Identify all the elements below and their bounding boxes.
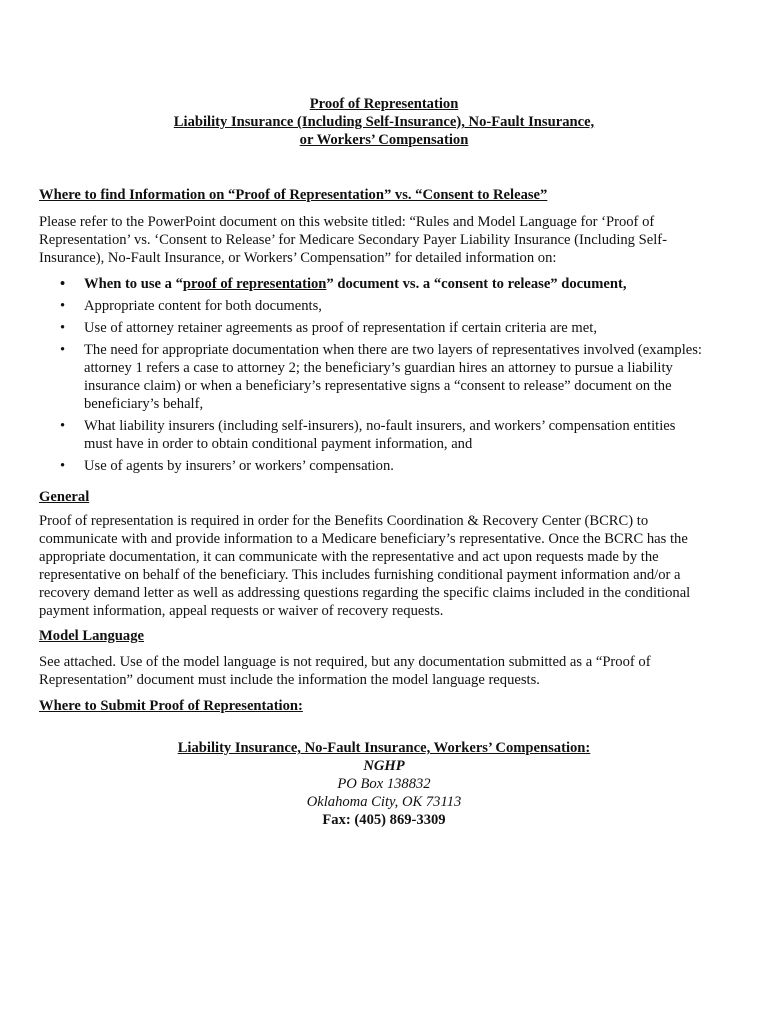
bullet-icon: •	[60, 458, 66, 474]
bullet-icon: •	[60, 342, 66, 358]
general-paragraph	[39, 512, 731, 620]
list-item	[0, 417, 744, 453]
bullet-text: must have in order to obtain conditional payment information, and	[84, 436, 473, 452]
submission-subheading: Liability Insurance, No-Fault Insurance, Workers’ Compensation:	[177, 740, 591, 756]
bullet-icon: •	[60, 298, 66, 314]
list-item	[0, 297, 744, 315]
paragraph-line: Proof of representation is required in order for the Benefits Coordination & Recovery Center (BCRC) to	[39, 513, 649, 529]
bullet-text: beneficiary’s behalf,	[84, 396, 204, 412]
bullet-text: The need for appropriate documentation when there are two layers of representatives involved (examples:	[84, 342, 702, 358]
document-title	[0, 95, 768, 149]
paragraph-line: Representation” document must include the information the model language requests.	[39, 672, 540, 688]
title-line-2: Liability Insurance (Including Self-Insurance), No-Fault Insurance,	[173, 114, 595, 130]
paragraph-line: representative on behalf of the beneficiary. This includes furnishing conditional payment information and/or a	[39, 567, 681, 583]
paragraph-line: See attached. Use of the model language is not required, but any documentation submitted as a “Proof of	[39, 654, 651, 670]
model-language-paragraph	[39, 653, 731, 689]
model-language-heading: Model Language	[39, 628, 144, 644]
list-item	[0, 319, 744, 337]
bullet-text: attorney 1 refers a case to attorney 2; the beneficiary’s guardian hires an attorney to pursue a liability	[84, 360, 673, 376]
bullet-text: insurance claim) or when a beneficiary’s representative signs a “consent to release” document on the	[84, 378, 672, 394]
where-to-find-heading: Where to find Information on “Proof of Representation” vs. “Consent to Release”	[39, 187, 548, 203]
bullet-text: Appropriate content for both documents,	[84, 298, 322, 314]
paragraph-line: Representation’ vs. ‘Consent to Release’ for Medicare Secondary Payer Liability Insurance (Including Self-	[39, 232, 667, 248]
list-item	[0, 341, 744, 413]
fax-number: Fax: (405) 869-3309	[322, 812, 446, 828]
paragraph-line: payment information, appeal requests or waiver of recovery requests.	[39, 603, 444, 619]
submission-address	[0, 739, 768, 829]
general-heading: General	[39, 489, 90, 505]
paragraph-line: recovery demand letter as well as addressing questions regarding the specific claims included in the conditional	[39, 585, 691, 601]
where-to-submit-heading: Where to Submit Proof of Representation:	[39, 698, 303, 714]
paragraph-line: Please refer to the PowerPoint document on this website titled: “Rules and Model Language for ‘Proof of	[39, 214, 655, 230]
po-box: PO Box 138832	[337, 776, 431, 792]
info-bullet-list	[0, 275, 744, 479]
paragraph-line: communicate with and provide information to a Medicare beneficiary’s representative. Once the BCRC has the	[39, 531, 688, 547]
bullet-text: ” document vs. a “consent to release” document,	[326, 276, 627, 292]
bullet-text: When to use a “	[84, 276, 183, 292]
bullet-text: Use of agents by insurers’ or workers’ compensation.	[84, 458, 394, 474]
bullet-text: Use of attorney retainer agreements as proof of representation if certain criteria are met,	[84, 320, 597, 336]
title-line-1: Proof of Representation	[309, 96, 459, 112]
proof-of-representation-term: proof of representation	[182, 276, 327, 292]
list-item	[0, 275, 744, 293]
where-to-find-paragraph	[39, 213, 731, 267]
city-state-zip: Oklahoma City, OK 73113	[306, 794, 462, 810]
list-item	[0, 457, 744, 475]
bullet-text: What liability insurers (including self-insurers), no-fault insurers, and workers’ compensation entities	[84, 418, 676, 434]
bullet-icon: •	[60, 320, 66, 336]
org-name: NGHP	[363, 758, 405, 774]
bullet-icon: •	[60, 418, 66, 434]
paragraph-line: appropriate documentation, it can communicate with the representative and act upon requests made by the	[39, 549, 659, 565]
bullet-icon: •	[60, 276, 66, 292]
title-line-3: or Workers’ Compensation	[299, 132, 469, 148]
paragraph-line: Insurance), No-Fault Insurance, or Workers’ Compensation” for detailed information on:	[39, 250, 557, 266]
